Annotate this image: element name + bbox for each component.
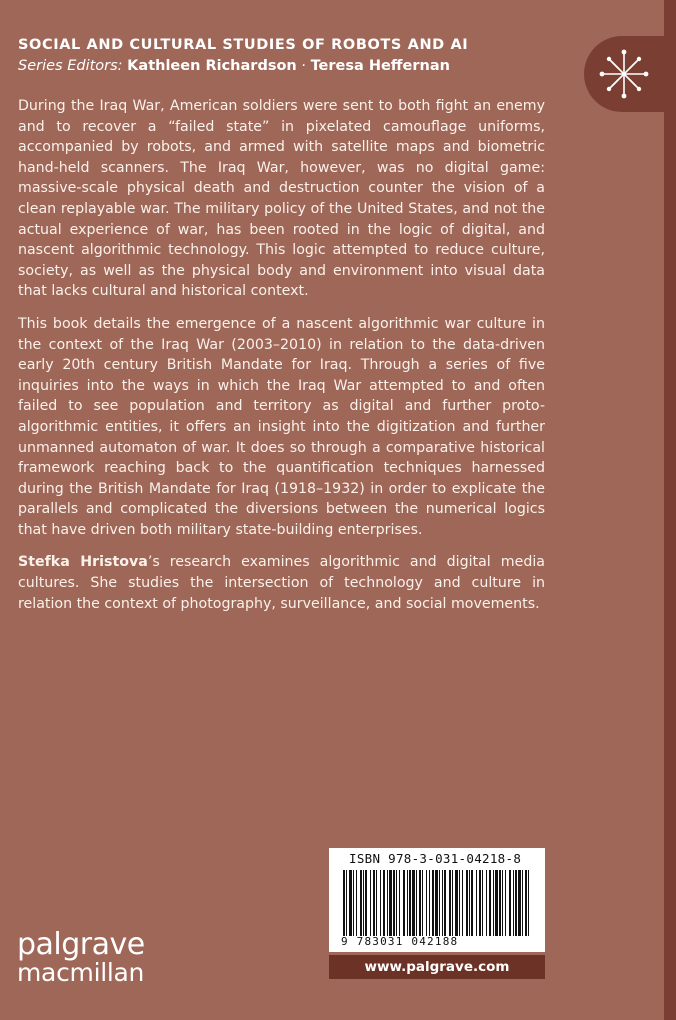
isbn-digits: 9 783031 042188 [341,935,459,948]
palgrave-logo-badge [584,36,664,112]
blurb-paragraph-1: During the Iraq War, American soldiers were sent to both fight an enemy and to recover a “failed state” in pixelated camouflage uniforms, accompanied by robots, and armed with satellite maps and biometric hand-held scanners. The Iraq War, however, was no digital game: massive-scale physical death and destruction counter the vision of a clean replayable war. The military policy of the United States, and not the actual experience of war, has been rooted in the logic of digital, and nascent algorithmic technology. This logic attempted to reduce culture, society, as well as the physical body and environment into visual data that lacks cultural and historical context. [18,98,545,300]
series-editors [18,56,578,76]
series-editor-2: Teresa Heffernan [310,58,450,74]
series-editor-1: Kathleen Richardson [127,58,297,74]
spine-edge [664,0,676,1020]
isbn-barcode-box [329,848,545,952]
series-editor-separator: · [301,58,306,74]
publisher-url[interactable]: www.palgrave.com [329,955,545,979]
barcode-icon [343,870,533,936]
palgrave-flower-icon [598,48,650,100]
blurb-paragraph-2: This book details the emergence of a nascent algorithmic war culture in the context of the Iraq War (2003–2010) in relation to the data-driven early 20th century British Mandate for Iraq. Through a series of five inquiries into the ways in which the Iraq War attempted to and often failed to see population and territory as digital and further proto-algorithmic entities, it offers an insight into the digitization and further unmanned automaton of war. It does so through a comparative historical framework reaching back to the quantification techniques harnessed during the British Mandate for Iraq (1918–1932) in order to explicate the parallels and complicated the diversions between the numerical logics that have driven both military state-building enterprises. [18,315,545,538]
publisher-logo [17,927,145,987]
series-editors-label: Series Editors: [18,58,123,74]
back-cover-blurb [18,96,545,626]
series-header [18,36,578,76]
publisher-name-line-1: palgrave [17,927,145,962]
author-name: Stefka Hristova [18,554,148,571]
series-title: SOCIAL AND CULTURAL STUDIES OF ROBOTS AND AI [18,37,469,53]
author-bio-text: ’s research examines algorithmic and digital media cultures. She studies the intersection of technology and culture in relation the context of photography, surveillance, and social movements. [18,554,545,612]
author-bio [18,552,545,614]
isbn-label: ISBN 978-3-031-04218-8 [349,851,522,866]
publisher-name-line-2: macmillan [17,958,145,987]
